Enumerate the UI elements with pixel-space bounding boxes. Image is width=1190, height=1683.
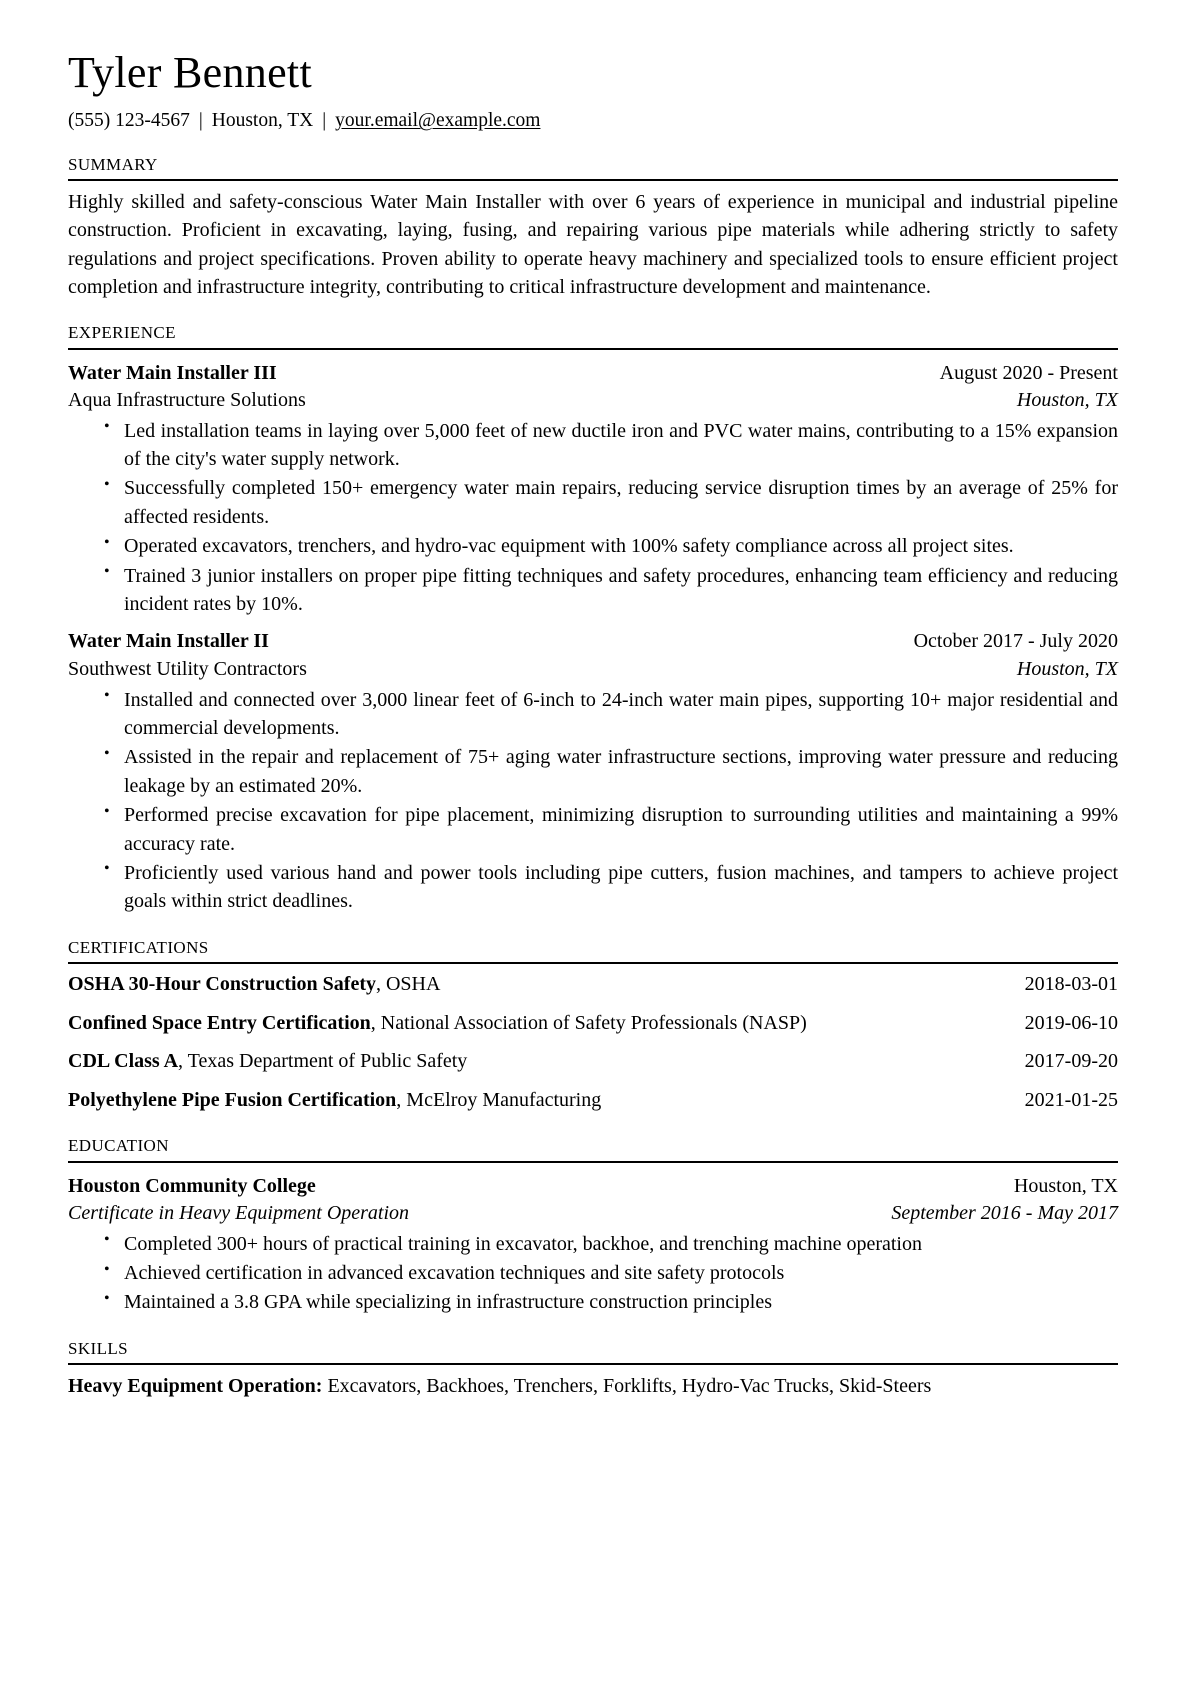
bullet-item: • Trained 3 junior installers on proper pipe fitting techniques and safety procedures, enhancing team efficiency and reducing incident rates by 10%. [104,562,1118,619]
certification-issuer: National Association of Safety Professionals (NASP) [380,1011,807,1034]
certification-main: CDL Class A, Texas Department of Public Safety [68,1050,468,1073]
resume-content [68,50,1118,1400]
candidate-name: Tyler Bennett [68,48,312,97]
experience-entry-subheader [68,387,1118,415]
certification-name: Polyethylene Pipe Fusion Certification [68,1088,397,1111]
section-summary [68,151,1118,302]
skill-category: Heavy Equipment Operation: [68,1375,323,1398]
certification-row [68,971,1118,999]
skill-items: Excavators, Backhoes, Trenchers, Forklifts, Hydro-Vac Trucks, Skid-Steers [327,1375,932,1398]
certification-main: OSHA 30-Hour Construction Safety, OSHA [68,972,441,995]
section-skills [68,1335,1118,1401]
school-name: Houston Community College [68,1174,316,1197]
experience-list [68,360,1118,916]
certification-date: 2017-09-20 [1024,1050,1118,1073]
certification-date: 2019-06-10 [1024,1011,1118,1034]
job-company: Southwest Utility Contractors [68,658,307,681]
summary-text: Highly skilled and safety-conscious Water Main Installer with over 6 years of experience in municipal and industrial pipeline construction. Proficient in excavating, laying, fusing, and repairing various pipe materials while adhering strictly to safety regulations and project specifications. Proven ability to operate heavy machinery and specialized tools to ensure efficient project completion and infrastructure integrity, contributing to critical infrastructure development and maintenance. [68,190,1118,298]
job-title: Water Main Installer II [68,630,269,653]
job-title: Water Main Installer III [68,361,277,384]
bullet-item: • Achieved certification in advanced excavation techniques and site safety protocols [104,1259,1118,1287]
job-date-range: August 2020 - Present [939,361,1118,384]
section-certifications [68,934,1118,1115]
contact-line [68,109,1118,132]
certification-issuer: Texas Department of Public Safety [187,1050,468,1073]
education-entry-subheader [68,1200,1118,1228]
section-rule-certifications [68,962,1118,964]
skills-list [68,1372,1118,1400]
bullet-list [68,1230,1118,1317]
bullet-item: • Assisted in the repair and replacement of 75+ aging water infrastructure sections, improving water pressure and reducing leakage by an estimated 20%. [104,743,1118,800]
contact-location: Houston, TX [211,110,314,132]
job-date-range: October 2017 - July 2020 [913,630,1118,653]
job-company: Aqua Infrastructure Solutions [68,389,306,412]
experience-entry [68,628,1118,915]
certification-row [68,1048,1118,1076]
bullet-item: • Performed precise excavation for pipe placement, minimizing disruption to surrounding utilities and maintaining a 99% accuracy rate. [104,801,1118,858]
section-title-education: education [68,1131,169,1158]
experience-entry [68,360,1118,619]
bullet-item: • Led installation teams in laying over 5,000 feet of new ductile iron and PVC water mains, contributing to a 15% expansion of the city's water supply network. [104,417,1118,474]
certification-row [68,1010,1118,1038]
bullet-item: • Successfully completed 150+ emergency water main repairs, reducing service disruption times by an average of 25% for affected residents. [104,474,1118,531]
bullet-list [68,417,1118,619]
experience-entry-header [68,360,1118,388]
bullet-item: • Proficiently used various hand and power tools including pipe cutters, fusion machines, and tampers to achieve project goals within strict deadlines. [104,859,1118,916]
section-title-certifications: certifications [68,932,209,959]
education-date-range: September 2016 - May 2017 [891,1202,1118,1225]
certification-issuer: OSHA [385,972,441,995]
certification-date: 2021-01-25 [1024,1088,1118,1111]
certification-name: OSHA 30-Hour Construction Safety [68,972,376,995]
certification-name: Confined Space Entry Certification [68,1011,371,1034]
experience-entry-header [68,628,1118,656]
skill-group [68,1372,1118,1400]
section-education [68,1132,1118,1317]
contact-phone: (555) 123-4567 [68,110,190,132]
experience-entry-subheader [68,656,1118,684]
section-rule-education [68,1161,1118,1163]
education-entry-header [68,1173,1118,1201]
degree-name: Certificate in Heavy Equipment Operation [68,1202,410,1225]
bullet-item: • Maintained a 3.8 GPA while specializing in infrastructure construction principles [104,1288,1118,1316]
contact-separator-1: | [198,110,203,132]
certification-main: Polyethylene Pipe Fusion Certification, McElroy Manufacturing [68,1088,602,1111]
certification-date: 2018-03-01 [1024,972,1118,995]
certifications-list [68,971,1118,1114]
school-location: Houston, TX [1013,1174,1118,1197]
section-rule-experience [68,348,1118,350]
section-title-skills: skills [68,1333,129,1360]
contact-separator-2: | [322,110,327,132]
section-title-experience: experience [68,318,176,345]
section-title-summary: summary [68,149,158,176]
certification-issuer: McElroy Manufacturing [406,1088,602,1111]
certification-main: Confined Space Entry Certification, National Association of Safety Professionals (NASP) [68,1011,807,1034]
section-rule-skills [68,1363,1118,1365]
job-location: Houston, TX [1016,658,1118,681]
bullet-item: • Completed 300+ hours of practical training in excavator, backhoe, and trenching machine operation [104,1230,1118,1258]
section-rule-summary [68,179,1118,181]
bullet-item: • Operated excavators, trenchers, and hydro-vac equipment with 100% safety compliance across all project sites. [104,532,1118,560]
certification-row [68,1087,1118,1115]
education-list [68,1173,1118,1317]
bullet-item: • Installed and connected over 3,000 linear feet of 6-inch to 24-inch water main pipes, supporting 10+ major residential and commercial developments. [104,686,1118,743]
education-entry [68,1173,1118,1317]
bullet-list [68,686,1118,916]
certification-name: CDL Class A [68,1050,179,1073]
resume-header [68,50,1118,133]
job-location: Houston, TX [1016,389,1118,412]
contact-email-link[interactable]: your.email@example.com [335,110,541,132]
section-experience [68,319,1118,915]
